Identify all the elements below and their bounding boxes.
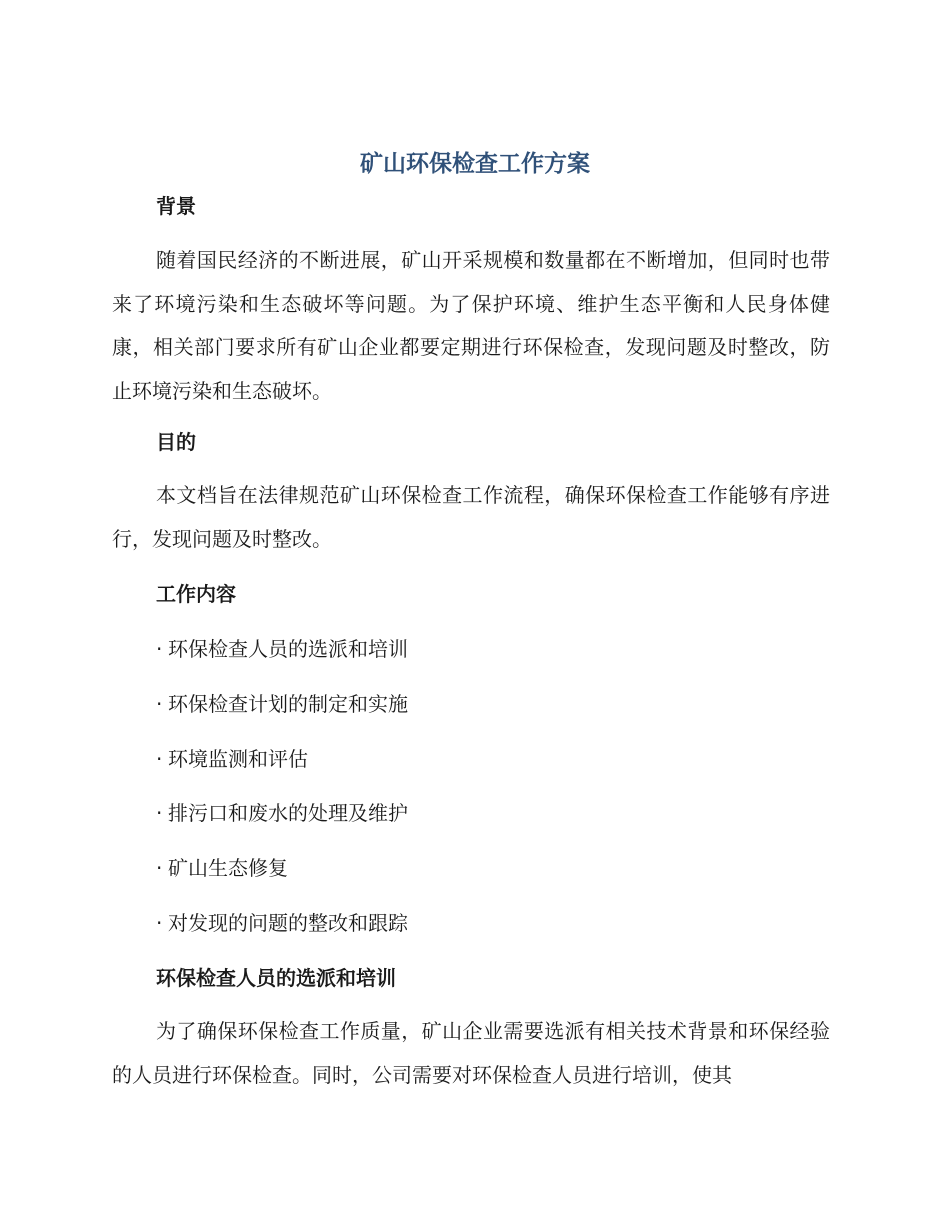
bullet-icon: · — [156, 856, 163, 880]
list-item — [156, 798, 408, 828]
list-item — [156, 689, 408, 719]
bullet-icon: · — [156, 692, 163, 716]
list-item — [156, 634, 408, 664]
list-item-text: 矿山生态修复 — [168, 856, 288, 880]
bullet-icon: · — [156, 747, 163, 771]
list-item — [156, 853, 288, 883]
section-paragraph-purpose: 本文档旨在法律规范矿山环保检查工作流程，确保环保检查工作能够有序进行，发现问题及时整改。 — [112, 483, 830, 551]
section-heading-background: 背景 — [156, 194, 196, 218]
section-heading-content: 工作内容 — [156, 582, 236, 606]
bullet-icon: · — [156, 801, 163, 825]
section-heading-staffing: 环保检查人员的选派和培训 — [156, 966, 396, 990]
list-item-text: 环保检查人员的选派和培训 — [168, 637, 408, 661]
bullet-icon: · — [156, 911, 163, 935]
list-item-text: 排污口和废水的处理及维护 — [168, 801, 408, 825]
list-item-text: 环境监测和评估 — [168, 747, 308, 771]
section-heading-purpose: 目的 — [156, 430, 196, 454]
list-item-text: 对发现的问题的整改和跟踪 — [168, 911, 408, 935]
bullet-icon: · — [156, 637, 163, 661]
list-item — [156, 908, 408, 938]
document-title: 矿山环保检查工作方案 — [360, 151, 590, 177]
list-item — [156, 744, 308, 774]
section-paragraph-background: 随着国民经济的不断进展，矿山开采规模和数量都在不断增加，但同时也带来了环境污染和生态破坏等问题。为了保护环境、维护生态平衡和人民身体健康，相关部门要求所有矿山企业都要定期进行环保检查，发现问题及时整改，防止环境污染和生态破坏。 — [112, 248, 830, 403]
list-item-text: 环保检查计划的制定和实施 — [168, 692, 408, 716]
section-paragraph-staffing: 为了确保环保检查工作质量，矿山企业需要选派有相关技术背景和环保经验的人员进行环保检查。同时，公司需要对环保检查人员进行培训，使其 — [112, 1019, 830, 1087]
